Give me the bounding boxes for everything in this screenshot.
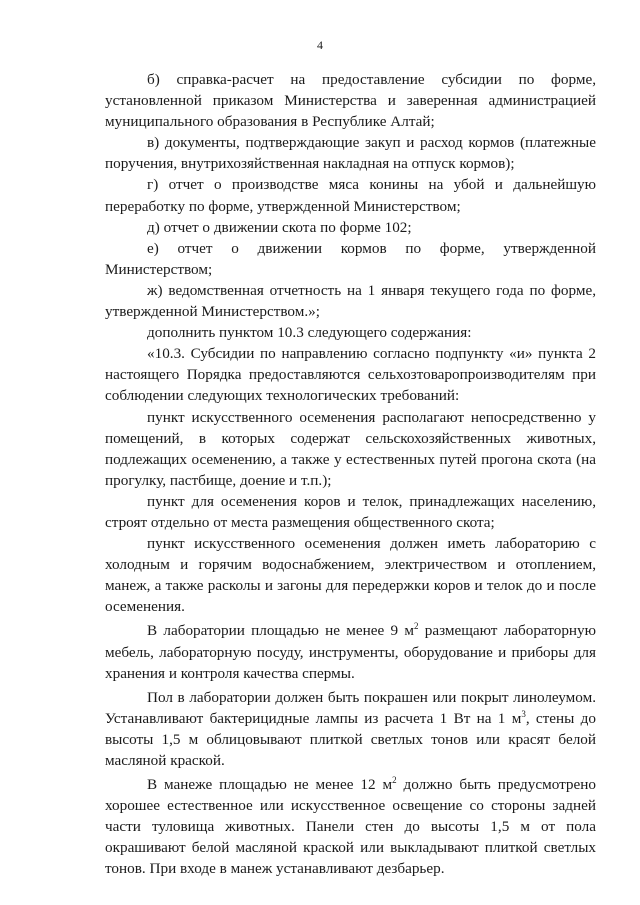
paragraph-item-b: б) справка-расчет на предоставление субсидии по форме, установленной приказом Министерства и заверенная администрацией муниципального образования в Республике Алтай;	[105, 71, 596, 131]
paragraph-amendment-intro: дополнить пунктом 10.3 следующего содержания:	[147, 324, 472, 342]
paragraph-population-point: пункт для осеменения коров и телок, принадлежащих населению, строят отдельно от места размещения общественного скота;	[105, 492, 596, 531]
lab-area-text-start: В лаборатории площадью не менее 9 м	[147, 622, 414, 640]
arena-text-start: В манеже площадью не менее 12 м	[147, 776, 393, 794]
paragraph-insemination-location: пункт искусственного осеменения располагают непосредственно у помещений, в которых содержат сельскохозяйственных животных, подлежащих осеменению, а также у естественных путей прогона скота (на прогулку, пастбище, доение и т.п.);	[105, 408, 596, 489]
lab-area-text-end: размещают лабораторную мебель, лабораторную посуду, инструменты, оборудование и приборы для хранения и контроля качества спермы.	[105, 622, 596, 682]
paragraph-lab-area	[105, 620, 596, 683]
paragraph-floor	[105, 687, 596, 771]
floor-text-end: , стены до высоты 1,5 м облицовывают плиткой светлых тонов или красят белой масляной краской.	[105, 709, 596, 769]
paragraph-item-v: в) документы, подтверждающие закуп и расход кормов (платежные поручения, внутрихозяйственная накладная на отпуск кормов);	[105, 134, 596, 173]
arena-text-end: должно быть предусмотрено хорошее естественное или искусственное освещение со стороны задней части туловища животных. Панели стен до высоты 1,5 м от пола окрашивают белой масляной краской или выкладывают плиткой светлых тонов. При входе в манеж устанавливают дезбарьер.	[105, 776, 596, 878]
paragraph-item-d: д) отчет о движении скота по форме 102;	[147, 218, 412, 236]
page-number: 4	[317, 38, 323, 52]
paragraph-item-g: г) отчет о производстве мяса конины на убой и дальнейшую переработку по форме, утвержденной Министерством;	[105, 176, 596, 215]
paragraph-item-e: е) отчет о движении кормов по форме, утвержденной Министерством;	[105, 239, 596, 278]
cubic-meter-superscript: 3	[521, 708, 526, 719]
paragraph-arena	[105, 774, 596, 879]
document-body	[105, 69, 596, 880]
square-meter-superscript: 2	[413, 621, 419, 632]
floor-text-start: Пол в лаборатории должен быть покрашен или покрыт линолеумом. Устанавливают бактерицидные лампы из расчета 1 Вт на 1 м	[105, 688, 596, 727]
paragraph-item-zh: ж) ведомственная отчетность на 1 января текущего года по форме, утвержденной Министерством.»;	[105, 281, 596, 321]
paragraph-10-3: «10.3. Субсидии по направлению согласно подпункту «и» пункта 2 настоящего Порядка предоставляются сельхозтоваропроизводителям при соблюдении следующих технологических требований:	[105, 345, 596, 405]
arena-square-meter-superscript: 2	[392, 775, 397, 786]
paragraph-lab-requirements: пункт искусственного осеменения должен иметь лабораторию с холодным и горячим водоснабжением, электричеством и отоплением, манеж, а также расколы и загоны для передержки коров и телок до и после осеменения.	[105, 535, 596, 616]
